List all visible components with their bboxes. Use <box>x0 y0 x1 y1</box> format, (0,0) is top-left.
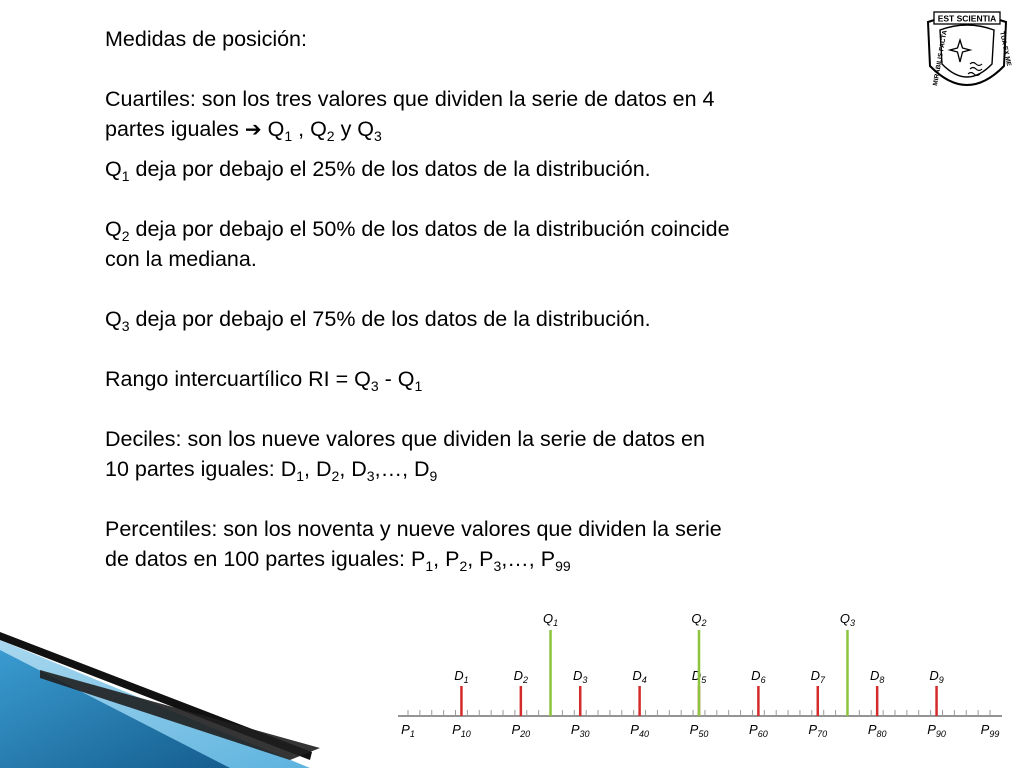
percentile-label: $P_{20}$ <box>511 722 531 739</box>
svg-text:MIRABILIS FACTA: MIRABILIS FACTA <box>932 29 949 87</box>
quartile-label: $Q_2$ <box>691 611 707 628</box>
percentile-label: $P_1$ <box>401 722 415 739</box>
percentile-label: $P_{70}$ <box>808 722 828 739</box>
percentile-label: $P_{10}$ <box>452 722 471 739</box>
percentile-label: $P_{90}$ <box>927 722 946 739</box>
decile-label: $D_5$ <box>691 668 707 685</box>
university-seal-logo <box>918 8 1016 100</box>
decile-label: $D_2$ <box>513 668 529 685</box>
arrow-right-icon: ➔ <box>244 117 262 141</box>
heading: Medidas de posición: <box>105 27 307 51</box>
percentile-label: $P_{99}$ <box>980 722 1000 739</box>
deciles-definition: Deciles: son los nueve valores que dividen la serie de datos en 10 partes iguales: $D_1$, $D_2$, $D_3,\dots$, $D_9$ <box>105 427 705 484</box>
cuartiles-definition: Cuartiles: son los tres valores que dividen la serie de datos en 4 partes iguales ➔ $Q_1$ , $Q_2$ y $Q_3$ <box>105 87 715 144</box>
decile-label: $D_9$ <box>929 668 944 685</box>
quartile-label: $Q_1$ <box>542 611 559 628</box>
rango-intercuartilico: Rango intercuartílico RI = $Q_3 - Q_1$ <box>105 367 423 394</box>
q2-description: $Q_2$ deja por debajo el 50% de los datos de la distribución coincide con la mediana. <box>105 217 730 271</box>
quartile-label: $Q_3$ <box>839 611 856 628</box>
percentile-label: $P_{30}$ <box>570 722 590 739</box>
percentile-label: $P_{80}$ <box>867 722 887 739</box>
svg-text:EST SCIENTIA: EST SCIENTIA <box>937 13 997 24</box>
percentiles-definition: Percentiles: son los noventa y nueve valores que dividen la serie de datos en 100 partes iguales: $P_1$, $P_2$, $P_3,\dots$, $P_{99}$ <box>105 517 722 574</box>
decile-label: $D_1$ <box>454 668 469 685</box>
decorative-ribbon <box>0 610 320 768</box>
decile-label: $D_8$ <box>869 668 885 685</box>
percentile-label: $P_{60}$ <box>749 722 768 739</box>
q1-description: $Q_1$ deja por debajo el 25% de los datos de la distribución. <box>105 157 651 184</box>
percentile-label: $P_{50}$ <box>689 722 709 739</box>
decile-label: $D_6$ <box>751 668 766 685</box>
position-measures-scale <box>380 606 1010 768</box>
decile-label: $D_7$ <box>810 668 825 685</box>
decile-label: $D_4$ <box>632 668 647 685</box>
q3-description: $Q_3$ deja por debajo el 75% de los datos de la distribución. <box>105 307 651 334</box>
decile-label: $D_3$ <box>573 668 588 685</box>
percentile-label: $P_{40}$ <box>630 722 649 739</box>
svg-text:TUA EX ME: TUA EX ME <box>998 30 1013 67</box>
slide-body <box>105 24 865 574</box>
